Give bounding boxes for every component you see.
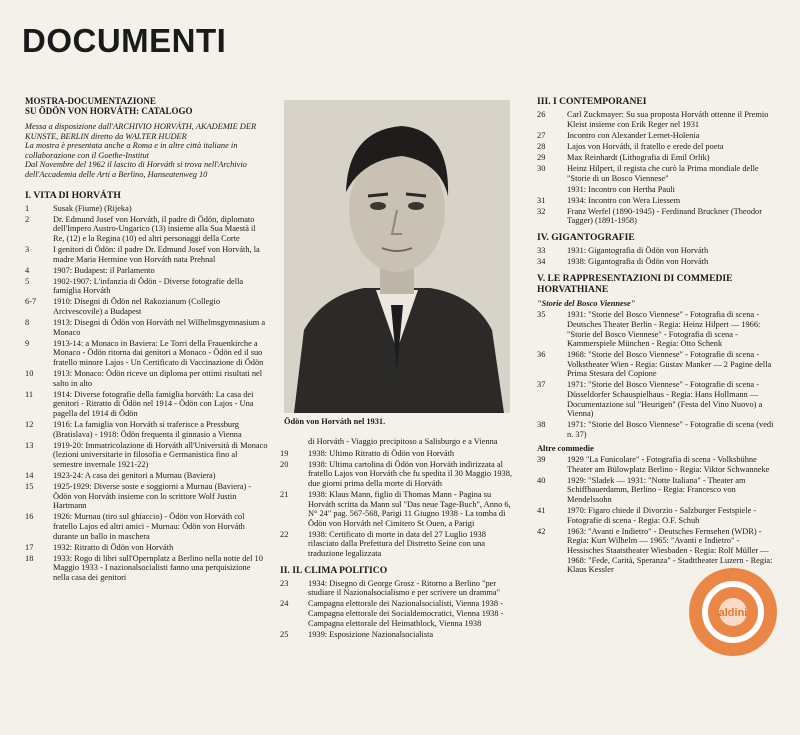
entry-number: 22 <box>280 529 289 539</box>
entry-text: Max Reinhardt (Lithografia di Emil Orlik) <box>567 152 710 162</box>
subsection-bosco-viennese: "Storie del Bosco Viennese" <box>537 298 636 308</box>
catalog-entry <box>280 490 515 528</box>
entry-number: 21 <box>280 489 289 499</box>
catalog-intro-1: Messa a disposizione dall'ARCHIVIO HORVÁTH, AKADEMIE DER KUNSTE, BERLIN diretto da WALTER HUDER <box>25 122 257 141</box>
entry-number: 19 <box>280 448 289 458</box>
entry-number: 17 <box>25 542 34 552</box>
entry-text: 1970: Figaro chiede il Divorzio - Salzburger Festspiele - Fotografie di scena - Regia: O.F. Schuh <box>567 506 757 525</box>
entry-text: 1938: Ultima cartolina di Ödön von Horváth indirizzata al fratello Lajos von Horváth che fu spedita il 30 Maggio 1938, due giorni prima della morte di Horváth <box>308 459 512 488</box>
catalog-title-1: MOSTRA-DOCUMENTAZIONE <box>25 96 156 106</box>
entry-text: 1971: "Storie del Bosco Viennese" - Fotografie di scena (vedi n. 37) <box>567 420 774 439</box>
entry-text: 1939: Esposizione Nazionalsocialista <box>308 629 434 639</box>
catalog-entry <box>280 630 515 640</box>
entry-number: 6-7 <box>25 297 37 307</box>
catalog-entry <box>280 449 515 459</box>
catalog-entry <box>25 277 268 296</box>
entry-text: 1916: La famiglia von Horváth si traferisce a Pressburg (Bratislava) - 1918: Ödön frequenta il ginnasio a Vienna <box>53 420 242 439</box>
catalog-entry <box>537 257 777 267</box>
left-column <box>25 96 268 584</box>
entry-text: 1938: Ultimo Ritratto di Ödön von Horváth <box>308 448 455 458</box>
entry-number: 28 <box>537 141 546 151</box>
section-title-rappresentazioni: V. LE RAPPRESENTAZIONI DI COMMEDIE HORVATHIANE <box>537 272 733 295</box>
entry-text: 1913: Monaco: Ödön riceve un diploma per ottimi risultati nel salto in alto <box>53 369 263 388</box>
catalog-entry <box>25 204 268 214</box>
entry-text: 1926: Murnau (tiro sul ghiaccio) - Ödön von Horváth col fratello Lajos ed altri amici - Murnau: Ödön von Horváth durante un ballo in maschera <box>53 512 245 541</box>
section-vita-list <box>25 204 268 583</box>
entry-text: 1923-24: A casa dei genitori a Murnau (Baviera) <box>53 471 216 480</box>
entry-text: 1913: Disegni di Ödön von Horváth nel Wilhelmsgymnasium a Monaco <box>53 318 266 337</box>
continued-text: di Horváth - Viaggio precipitoso a Salisburgo e a Vienna <box>308 437 498 446</box>
entry-text: 1938: Klaus Mann, figlio di Thomas Mann - Pagina su Horváth scritta da Mann sul "Das neue Tage-Buch", Anno 6, N° 24" pag. 567-568, Parigi 11 Giugno 1938 - La tomba di Ödön von Horváth nel Cimitero St Ouen, a Parigi <box>308 489 511 528</box>
entry-number: 11 <box>25 389 34 399</box>
catalog-entry <box>25 369 268 388</box>
entry-text: 1931: Gigantografia di Ödön von Horváth <box>567 246 709 256</box>
entry-number: 16 <box>25 512 34 522</box>
catalog-entry <box>25 318 268 337</box>
entry-number: 5 <box>25 276 30 286</box>
entry-number: 24 <box>280 599 289 609</box>
entry-number: 13 <box>25 440 34 450</box>
entry-number: 42 <box>537 526 546 536</box>
section-title-clima: II. IL CLIMA POLITICO <box>280 564 388 576</box>
catalog-entry <box>25 245 268 264</box>
entry-number: 31 <box>537 195 546 205</box>
entry-number: 9 <box>25 338 30 348</box>
section-title-vita: I. VITA DI HORVÁTH <box>25 189 121 201</box>
section-title-gigantografie: IV. GIGANTOGRAFIE <box>537 232 635 244</box>
section-bosco-list <box>537 310 777 439</box>
catalog-intro-3: Dal Novembre del 1962 il lascito di Horváth si trova nell'Archivio dell'Accademia delle Arti a Berlino, Hanseatenweg 10 <box>25 160 247 179</box>
catalog-entry <box>537 455 777 474</box>
catalog-entry <box>25 215 268 244</box>
catalog-intro-2: La mostra è presentata anche a Roma e in altre città italiane in collaborazione con il Goethe-Institut <box>25 141 238 160</box>
entry-text: I genitori di Ödön: il padre Dr. Edmund Josef von Horváth, la madre Maria Hermine von Horváth nata Prehnal <box>53 244 260 264</box>
entry-number: 20 <box>280 459 289 469</box>
photo-caption: Ödön von Horváth nel 1931. <box>284 417 386 426</box>
entry-text: Dr. Edmund Josef von Horváth, il padre di Ödön, diplomato dell'Impero Austro-Ungarico (13) insieme alla Sua Maestà il Re, (12) e la Regina (10) ed altri personaggi della Corte <box>53 214 256 243</box>
entry-text: 1929 "La Funicolare" - Fotografia di scena - Volksbühne Theater am Bülowplatz Berlino - Regia: Viktor Schwanneke <box>567 455 770 474</box>
entry-number: 4 <box>25 265 30 275</box>
section-title-contemporanei: III. I CONTEMPORANEI <box>537 96 647 107</box>
entry-number: 18 <box>25 553 34 563</box>
entry-text: 1907: Budapest: il Parlamento <box>53 265 155 275</box>
catalog-entry <box>537 246 777 256</box>
catalog-entry <box>25 512 268 541</box>
catalog-entry <box>537 350 777 379</box>
catalog-entry <box>537 310 777 348</box>
entry-number: 23 <box>280 578 289 588</box>
entry-text: 1938: Certificato di morte in data del 27 Luglio 1938 rilasciato dalla Prefettura del Distretto Seine con una traduzione legalizzata <box>308 529 486 559</box>
entry-number: 40 <box>537 475 546 485</box>
catalog-entry <box>537 153 777 163</box>
catalog-entry <box>537 207 777 226</box>
catalog-entry <box>537 142 777 152</box>
middle-list <box>280 449 515 559</box>
entry-number: 14 <box>25 471 34 480</box>
entry-number: 41 <box>537 506 546 516</box>
catalog-entry <box>537 506 777 525</box>
catalog-entry <box>537 185 777 195</box>
portrait-photo <box>284 100 510 413</box>
entry-text: 1933: Rogo di libri sull'Opernplatz a Berlino nella notte del 10 Maggio 1933 - I nazionalsocialisti fanno una perquisizione nella casa dei genitori <box>53 553 263 582</box>
entry-text: 1913-14: a Monaco in Baviera: Le Torri della Frauenkirche a Monaco - Ödön ritorna dai genitori a Monaco - Ödön ed il suo fratello minore Lajos - Un Certificato di Vaccinazione di Ödön <box>53 338 264 367</box>
entry-number: 8 <box>25 318 30 328</box>
entry-text: 1932: Ritratto di Ödön von Horváth <box>53 542 174 552</box>
catalog-entry <box>280 460 515 489</box>
catalog-entry <box>25 543 268 553</box>
entry-number: 37 <box>537 380 546 390</box>
catalog-entry <box>25 441 268 470</box>
entry-text: 1910: Disegni di Ödön nel Rakozianum (Collegio Arcivescovile) a Budapest <box>53 297 221 316</box>
entry-number: 26 <box>537 110 546 119</box>
entry-text: Campagna elettorale dei Nazionalsocialisti, Vienna 1938 - Campagna elettorale dei Socialdemocratici, Vienna 1938 - Campagna elettorale del Heimatblock, Vienna 1938 <box>308 599 504 628</box>
entry-text: Franz Werfel (1890-1945) - Ferdinand Bruckner (Theodor Tagger) (1891-1958) <box>567 206 762 226</box>
catalog-entry <box>280 599 515 628</box>
section-gigantografie-list <box>537 246 777 267</box>
entry-text: 1914: Diverse fotografie della famiglia horváth: La casa dei genitori - Ritratto di Ödön nel 1914 - Ödön con Lajos - Una pagella del 1914 di Ödön <box>53 389 254 418</box>
entry-text: 1919-20: Immatricolazione di Horváth all'Università di Monaco (lezioni universitarie in filosofia e Germanistica fino al semestre invernale 1921-22) <box>53 440 268 469</box>
entry-text: Lajos von Horváth, il fratello e erede del poeta <box>567 141 724 151</box>
entry-text: 1934: Disegno di George Grosz - Ritorno a Berlino "per studiare il Nazionalsocialismo e per scrivere un dramma" <box>308 578 501 598</box>
section-contemporanei-list <box>537 110 777 226</box>
entry-number: 15 <box>25 482 34 492</box>
catalog-entry <box>537 420 777 439</box>
catalog-entry <box>537 380 777 418</box>
catalog-title-2: SU ÖDÖN VON HORVÁTH: CATALOGO <box>25 106 193 116</box>
entry-text: 1934: Incontro con Wera Liessem <box>567 195 681 205</box>
catalog-entry <box>25 420 268 439</box>
entry-text: 1931: "Storie del Bosco Viennese" - Fotografia di scena - Deutsches Theater Berlin - Regia: Heinz Hilpert — 1966: "Storie del Bosco Viennese" - Fotografia di scena - Kammerspiele München - Regia: Otto Schenk <box>567 310 761 349</box>
section-altre-list <box>537 455 777 575</box>
catalog-entry <box>25 471 268 481</box>
entry-text: Incontro con Alexander Lernet-Holenia <box>567 130 700 140</box>
entry-text: Heinz Hilpert, il regista che curò la Prima mondiale delle "Storie di un Bosco Viennese" <box>567 163 759 183</box>
entry-text: 1971: "Storie del Bosco Viennese" - Fotografie di scena - Düsseldorfer Schauspielhaus - Regia: Hans Hollmann — Documentazione sul "Heurigen" (Festa del Vino Nuovo) a Vienna) <box>567 380 763 419</box>
entry-number: 27 <box>537 130 546 140</box>
entry-number: 1 <box>25 203 30 213</box>
catalog-entry <box>25 297 268 316</box>
catalog-entry <box>25 482 268 511</box>
catalog-entry <box>25 390 268 419</box>
catalog-entry <box>537 476 777 505</box>
entry-text: 1925-1929: Diverse soste e soggiorni a Murnau (Baviera) - Ödön von Horváth insieme con lo scrittore Wolf Justin Hartmann <box>53 482 252 511</box>
entry-number: 35 <box>537 310 546 320</box>
catalog-entry <box>25 266 268 276</box>
subsection-altre-commedie: Altre commedie <box>537 443 594 453</box>
catalog-entry <box>280 579 515 598</box>
page-header: DOCUMENTI <box>22 22 227 59</box>
entry-text: 1931: Incontro con Hertha Pauli <box>567 184 675 194</box>
entry-text: 1929: "Sladek — 1931: "Notte Italiana" - Theater am Schiffbauerdamm, Berlino - Regia: Francesco von Mendelssohn <box>567 475 746 504</box>
catalog-entry <box>280 530 515 559</box>
stamp-text: aldini <box>718 607 748 619</box>
entry-number: 30 <box>537 163 546 173</box>
catalog-entry <box>25 554 268 583</box>
catalog-entry <box>25 339 268 368</box>
entry-number: 2 <box>25 214 30 224</box>
entry-number: 12 <box>25 420 34 430</box>
section-clima-list <box>280 579 515 640</box>
entry-text: 1968: "Storie del Bosco Viennese" - Fotografie di scena - Volkstheater Wien - Regia: Gustav Manker — 2 Pagine della Prima Stesura del Copione <box>567 350 772 379</box>
library-stamp <box>683 562 783 667</box>
entry-number: 3 <box>25 244 30 254</box>
entry-text: Susak (Fiume) (Rijeka) <box>53 203 132 213</box>
catalog-entry <box>537 196 777 206</box>
entry-number: 33 <box>537 246 546 256</box>
entry-number: 34 <box>537 257 546 267</box>
entry-number: 32 <box>537 206 546 216</box>
right-column <box>537 96 777 576</box>
catalog-entry <box>537 110 777 129</box>
entry-number: 10 <box>25 369 34 379</box>
entry-number: 29 <box>537 152 546 162</box>
entry-number: 25 <box>280 629 289 639</box>
entry-number <box>537 185 567 195</box>
entry-number: 36 <box>537 350 546 360</box>
entry-text: 1963: "Avanti e Indietro" - Deutsches Fernsehen (WDR) - Regia: Kurt Wilhelm — 1965: "Avanti e Indietro" - Hessisches Staatstheater Wiesbaden - Regia: Rolf Müller — 1968: "Fede, Carità, Speranza" - Stadttheater Luzern - Regia: Klaus Kessler <box>567 526 773 575</box>
entry-number: 39 <box>537 455 546 465</box>
entry-text: Carl Zuckmayer: Su sua proposta Horváth ottenne il Premio Kleist insieme con Erik Reger nel 1931 <box>567 110 769 129</box>
entry-text: 1938: Gigantografia di Ödön von Horváth <box>567 257 709 267</box>
entry-text: 1902-1907: L'infanzia di Ödön - Diverse fotografie della famiglia Horváth <box>53 276 244 296</box>
middle-column <box>280 437 515 641</box>
entry-number: 38 <box>537 420 546 430</box>
catalog-entry <box>537 131 777 141</box>
catalog-entry <box>537 164 777 183</box>
